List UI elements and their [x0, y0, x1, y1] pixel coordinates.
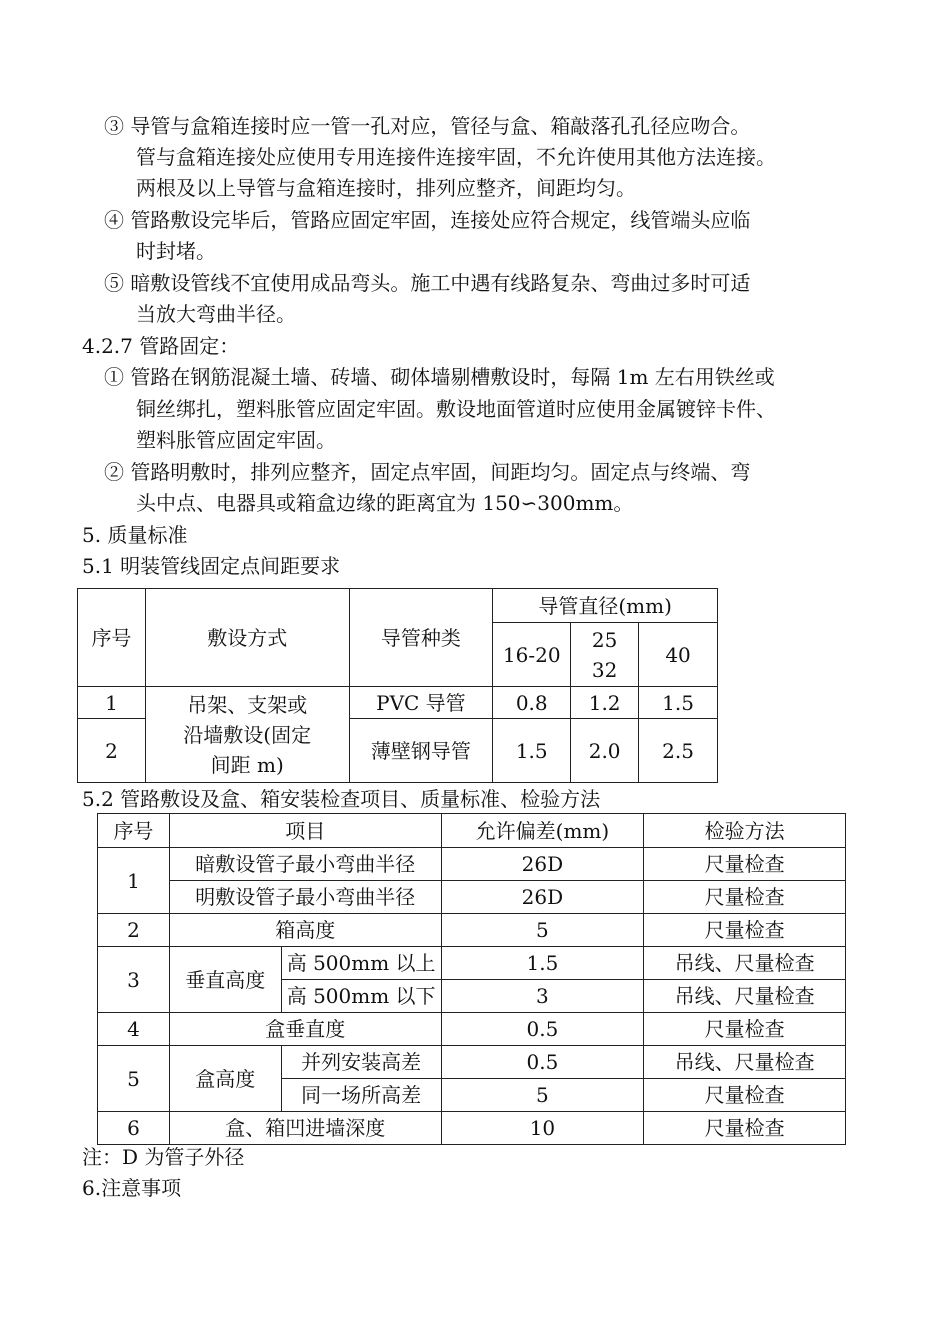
cell-check-method: 尺量检查	[644, 1112, 846, 1145]
cell-item-group: 盒高度	[169, 1046, 281, 1112]
text-line: 管与盒箱连接处应使用专用连接件连接牢固，不允许使用其他方法连接。	[136, 145, 776, 169]
text-line: 铜丝绑扎，塑料胀管应固定牢固。敷设地面管道时应使用金属镀锌卡件、	[136, 397, 776, 421]
cell-tolerance: 5	[441, 1079, 644, 1112]
cell-seq: 1	[98, 848, 170, 914]
cell-value: 2.5	[639, 719, 718, 783]
table-row	[98, 947, 846, 980]
text-line: ③ 导管与盒箱连接时应一管一孔对应，管径与盒、箱敲落孔孔径应吻合。	[104, 114, 751, 138]
cell-laying-method	[145, 687, 349, 783]
text-line: 头中点、电器具或箱盒边缘的距离宜为 150∽300mm。	[136, 491, 634, 515]
cell-item: 盒、箱凹进墙深度	[169, 1112, 441, 1145]
table-row	[98, 1046, 846, 1079]
cell-conduit-type: PVC 导管	[349, 687, 493, 719]
header-diameter-25: 25	[591, 627, 618, 652]
cell-tolerance: 3	[441, 980, 644, 1013]
cell-sub-item: 并列安装高差	[281, 1046, 441, 1079]
cell-item: 明敷设管子最小弯曲半径	[169, 881, 441, 914]
text-line: 时封堵。	[136, 239, 216, 263]
cell-sub-item: 高 500mm 以下	[281, 980, 441, 1013]
cell-conduit-type: 薄壁钢导管	[349, 719, 493, 783]
header-conduit-type: 导管种类	[349, 589, 493, 687]
header-laying-method: 敷设方式	[145, 589, 349, 687]
cell-seq: 4	[98, 1013, 170, 1046]
header-diameter-25-32	[571, 623, 639, 687]
table-row	[98, 1112, 846, 1145]
cell-check-method: 吊线、尺量检查	[644, 980, 846, 1013]
cell-check-method: 吊线、尺量检查	[644, 1046, 846, 1079]
method-line: 间距 m)	[210, 752, 284, 777]
header-tolerance: 允许偏差(mm)	[441, 814, 644, 848]
cell-check-method: 吊线、尺量检查	[644, 947, 846, 980]
section-heading: 5.1 明装管线固定点间距要求	[82, 554, 341, 578]
cell-sub-item: 同一场所高差	[281, 1079, 441, 1112]
table-row	[98, 1013, 846, 1046]
cell-tolerance: 0.5	[441, 1013, 644, 1046]
cell-tolerance: 26D	[441, 881, 644, 914]
cell-value: 1.5	[493, 719, 571, 783]
cell-check-method: 尺量检查	[644, 914, 846, 947]
header-diameter-32: 32	[591, 657, 618, 682]
cell-sub-item: 高 500mm 以上	[281, 947, 441, 980]
cell-seq: 5	[98, 1046, 170, 1112]
cell-seq: 1	[78, 687, 146, 719]
cell-value: 0.8	[493, 687, 571, 719]
method-line: 沿墙敷设(固定	[183, 722, 312, 747]
cell-tolerance: 1.5	[441, 947, 644, 980]
cell-item-group: 垂直高度	[169, 947, 281, 1013]
text-line: 塑料胀管应固定牢固。	[136, 428, 336, 452]
header-seq: 序号	[78, 589, 146, 687]
header-item: 项目	[169, 814, 441, 848]
cell-value: 1.5	[639, 687, 718, 719]
text-line: ④ 管路敷设完毕后，管路应固定牢固，连接处应符合规定，线管端头应临	[104, 208, 751, 232]
cell-seq: 3	[98, 947, 170, 1013]
cell-seq: 6	[98, 1112, 170, 1145]
cell-tolerance: 5	[441, 914, 644, 947]
inspection-table	[97, 813, 846, 1145]
table-row	[78, 687, 718, 719]
cell-check-method: 尺量检查	[644, 1013, 846, 1046]
section-heading: 6.注意事项	[82, 1176, 182, 1200]
cell-value: 1.2	[571, 687, 639, 719]
cell-check-method: 尺量检查	[644, 848, 846, 881]
table-note: 注：D 为管子外径	[82, 1145, 245, 1169]
section-heading: 4.2.7 管路固定：	[82, 334, 240, 358]
table-row	[98, 914, 846, 947]
header-seq: 序号	[98, 814, 170, 848]
fixing-spacing-table	[77, 588, 718, 783]
header-diameter-40: 40	[639, 623, 718, 687]
cell-check-method: 尺量检查	[644, 1079, 846, 1112]
text-line: ⑤ 暗敷设管线不宜使用成品弯头。施工中遇有线路复杂、弯曲过多时可适	[104, 271, 751, 295]
table-row	[98, 848, 846, 881]
table-row	[98, 881, 846, 914]
cell-tolerance: 26D	[441, 848, 644, 881]
section-heading: 5. 质量标准	[82, 523, 188, 547]
text-line: 两根及以上导管与盒箱连接时，排列应整齐，间距均匀。	[136, 176, 636, 200]
cell-seq: 2	[98, 914, 170, 947]
header-conduit-diameter: 导管直径(mm)	[493, 589, 718, 623]
cell-seq: 2	[78, 719, 146, 783]
cell-tolerance: 0.5	[441, 1046, 644, 1079]
header-check-method: 检验方法	[644, 814, 846, 848]
text-line: 当放大弯曲半径。	[136, 302, 296, 326]
text-line: ① 管路在钢筋混凝土墙、砖墙、砌体墙剔槽敷设时，每隔 1m 左右用铁丝或	[104, 365, 775, 389]
cell-item: 暗敷设管子最小弯曲半径	[169, 848, 441, 881]
cell-item: 盒垂直度	[169, 1013, 441, 1046]
method-line: 吊架、支架或	[187, 692, 308, 717]
section-heading: 5.2 管路敷设及盒、箱安装检查项目、质量标准、检验方法	[82, 787, 601, 811]
cell-item: 箱高度	[169, 914, 441, 947]
cell-check-method: 尺量检查	[644, 881, 846, 914]
text-line: ② 管路明敷时，排列应整齐，固定点牢固，间距均匀。固定点与终端、弯	[104, 460, 751, 484]
cell-tolerance: 10	[441, 1112, 644, 1145]
cell-value: 2.0	[571, 719, 639, 783]
header-diameter-16-20: 16-20	[493, 623, 571, 687]
